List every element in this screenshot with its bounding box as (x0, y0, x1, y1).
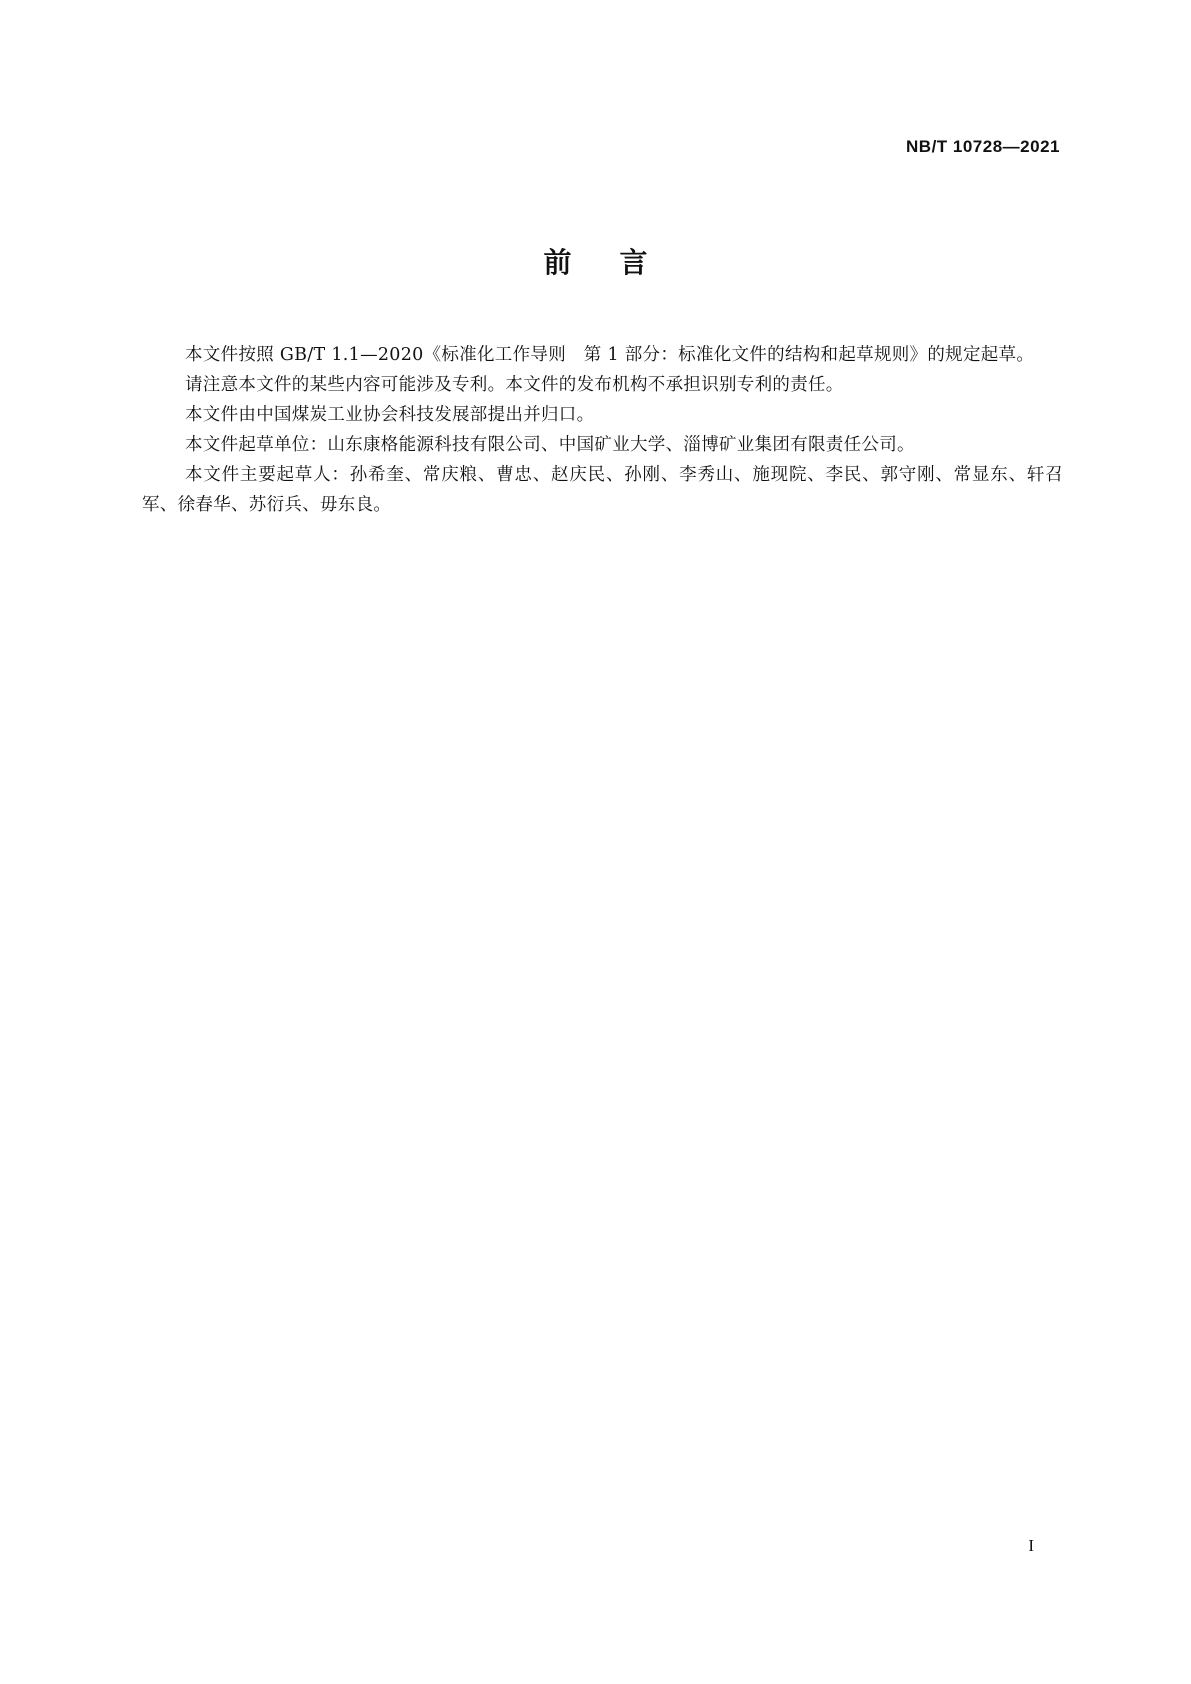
paragraph-drafting-rules: 本文件按照 GB/T 1.1—2020《标准化工作导则 第 1 部分：标准化文件的结构和起草规则》的规定起草。 (185, 345, 1035, 365)
paragraph-proposer: 本文件由中国煤炭工业协会科技发展部提出并归口。 (185, 405, 595, 425)
paragraph-patent-notice: 请注意本文件的某些内容可能涉及专利。本文件的发布机构不承担识别专利的责任。 (185, 375, 844, 395)
preface-body (142, 340, 1063, 520)
paragraph-drafting-units: 本文件起草单位：山东康格能源科技有限公司、中国矿业大学、淄博矿业集团有限责任公司。 (185, 435, 915, 455)
standard-number: NB/T 10728—2021 (906, 137, 1060, 156)
paragraph-drafters: 本文件主要起草人：孙希奎、常庆粮、曹忠、赵庆民、孙刚、李秀山、施现院、李民、郭守刚、常显东、轩召军、徐春华、苏衍兵、毋东良。 (142, 465, 1063, 515)
page-title: 前言 (543, 246, 696, 279)
page-number: I (1028, 1536, 1034, 1555)
